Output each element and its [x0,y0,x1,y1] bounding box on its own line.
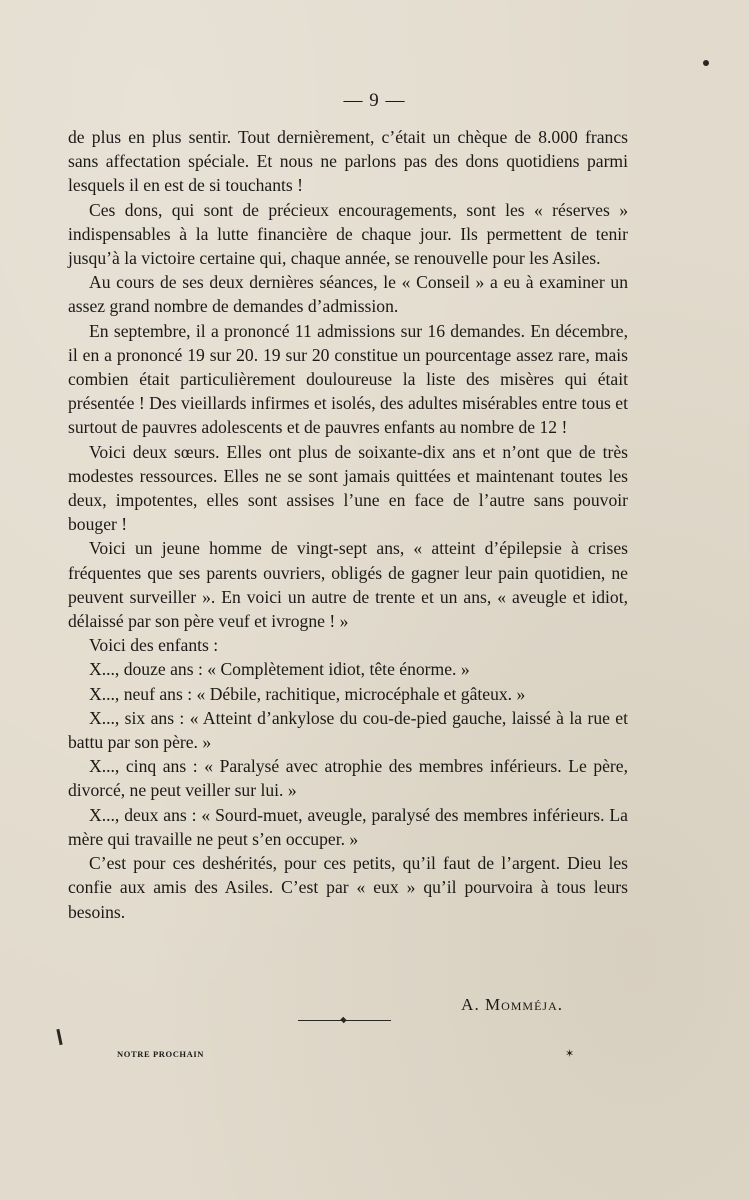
signature-name: Momméja. [484,995,563,1014]
ink-mark [56,1029,62,1045]
list-item: X..., deux ans : « Sourd-muet, aveugle, paralysé des membres inférieurs. La mère qui travaille ne peut s’en occuper. » [68,804,628,849]
ink-dot [703,60,709,66]
footer-note: NOTRE PROCHAIN [117,1049,205,1059]
paragraph: Voici un jeune homme de vingt-sept ans, « atteint d’épilepsie à crises fréquentes que ses parents ouvriers, obligés de gagner leur pain quotidien, ne peuvent surveiller ». En voici un autre de trente et un ans, « aveugle et idiot, délaissé par son père veuf et ivrogne ! » [68,538,628,632]
author-signature [461,995,563,1015]
paragraph: En septembre, il a prononcé 11 admissions sur 16 demandes. En décembre, il en a prononcé 19 sur 20. 19 sur 20 constitue un pourcentage assez rare, mais combien était particulièrement douloureuse la liste des misères qui était présentée ! Des vieillards infirmes et isolés, des adultes misérables entre tous et surtout de pauvres adolescents et de pauvres enfants au nombre de 12 ! [68,320,628,438]
list-item: X..., douze ans : « Complètement idiot, tête énorme. » [89,659,470,680]
paragraph: Voici des enfants : [89,635,219,656]
ornament-divider [298,1015,391,1025]
divider-dot [340,1017,346,1023]
paragraph: C’est pour ces deshérités, pour ces petits, qu’il faut de l’argent. Dieu les confie aux amis des Asiles. C’est par « eux » qu’il pourvoira à tous leurs besoins. [68,853,628,922]
list-item: X..., six ans : « Atteint d’ankylose du cou-de-pied gauche, laissé à la rue et battu par son père. » [68,707,628,753]
paragraph: Voici deux sœurs. Elles ont plus de soixante-dix ans et n’ont que de très modestes ressources. Elles ne se sont jamais quittées et maintenant toutes les deux, impotentes, elles sont assises l’une en face de l’autre sans pouvoir bouger ! [68,441,628,535]
list-item: X..., neuf ans : « Débile, rachitique, microcéphale et gâteux. » [89,683,526,704]
paragraph: Au cours de ses deux dernières séances, le « Conseil » a eu à examiner un assez grand nombre de demandes d’admission. [68,272,628,317]
page-number: — 9 — [343,90,406,111]
body-text [68,125,628,924]
signature-initial: A. [461,995,480,1014]
paragraph: Ces dons, qui sont de précieux encouragements, sont les « réserves » indispensables à la lutte financière de chaque jour. Ils permettent de tenir jusqu’à la victoire certaine qui, chaque année, se renouvelle pour les Asiles. [68,199,628,269]
list-item: X..., cinq ans : « Paralysé avec atrophie des membres inférieurs. Le père, divorcé, ne peut veiller sur lui. » [68,756,628,801]
ink-star-mark: ✶ [565,1048,575,1060]
paragraph: de plus en plus sentir. Tout dernièrement, c’était un chèque de 8.000 francs sans affectation spéciale. Et nous ne parlons pas des dons quotidiens parmi lesquels il en est de si touchants ! [68,127,628,196]
